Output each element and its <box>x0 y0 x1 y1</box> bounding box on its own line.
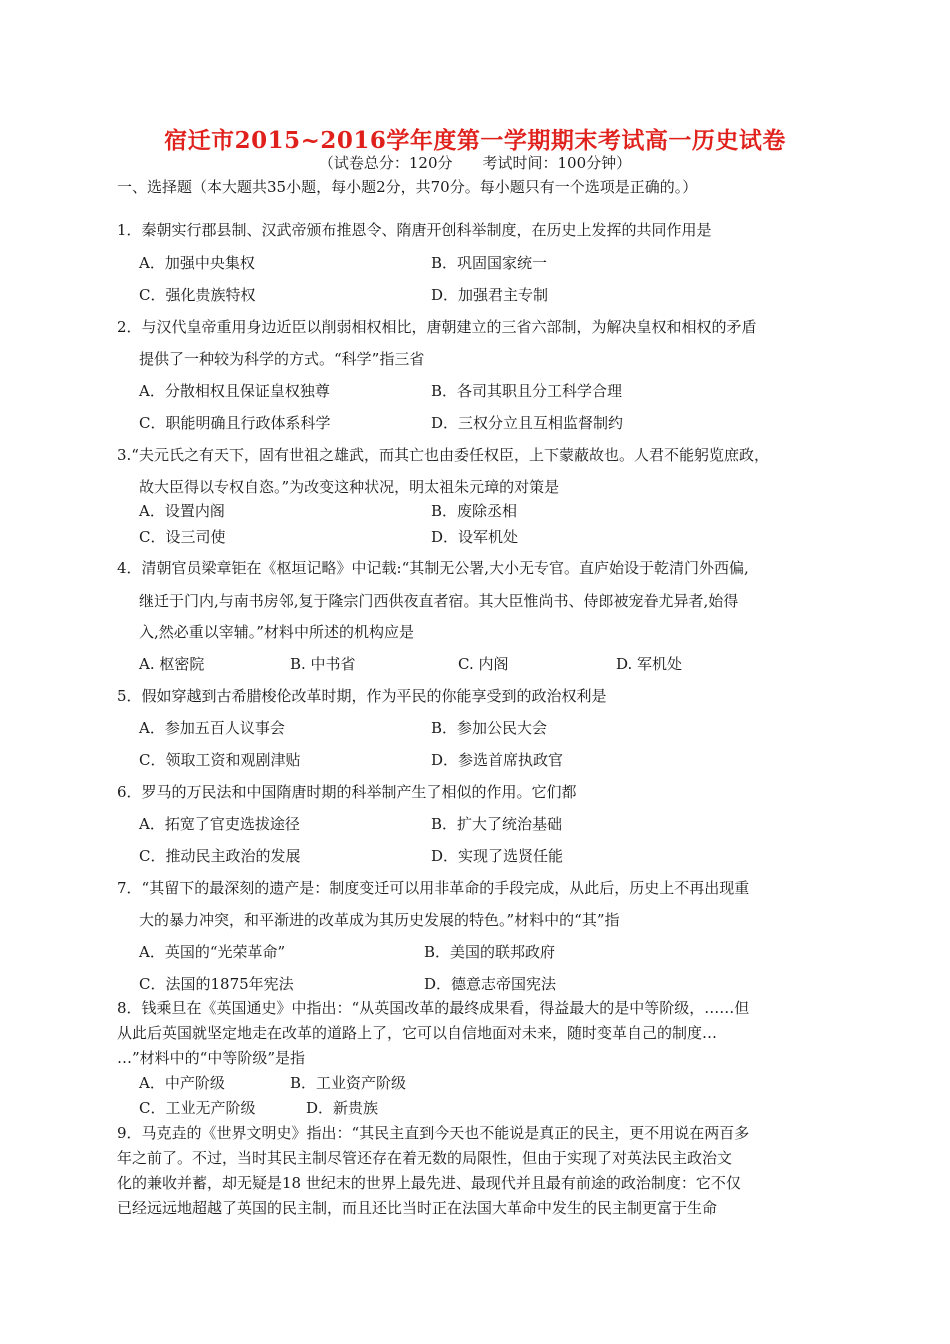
question-2-option-c: C．职能明确且行政体系科学 <box>139 414 331 432</box>
question-8-line-1: 8．钱乘旦在《英国通史》中指出：“从英国改革的最终成果看，得益最大的是中等阶级，……但 <box>117 999 750 1017</box>
question-4-option-b: B. 中书省 <box>290 655 356 673</box>
question-2-option-b: B．各司其职且分工科学合理 <box>431 382 623 400</box>
question-2-line-2: 提供了一种较为科学的方式。“科学”指三省 <box>139 350 425 368</box>
question-5-option-c: C．领取工资和观剧津贴 <box>139 751 301 769</box>
question-4-option-a: A. 枢密院 <box>139 655 205 673</box>
question-6-option-d: D．实现了选贤任能 <box>431 847 564 865</box>
question-8-option-a: A．中产阶级 <box>139 1074 225 1092</box>
question-4-option-c: C. 内阁 <box>458 655 509 673</box>
question-8-line-3: …”材料中的“中等阶级”是指 <box>117 1049 306 1067</box>
section-heading: 一、选择题（本大题共35小题，每小题2分，共70分。每小题只有一个选项是正确的。） <box>117 178 698 196</box>
question-4-line-2: 继迁于门内,与南书房邻,复于隆宗门西供夜直者宿。其大臣惟尚书、侍郎被宠眷尤异者,始得 <box>139 592 739 610</box>
question-8-option-c: C．工业无产阶级 <box>139 1099 256 1117</box>
question-9-line-3: 化的兼收并蓄，却无疑是18 世纪末的世界上最先进、最现代并且最有前途的政治制度：它不仅 <box>117 1174 741 1192</box>
question-3-option-c: C．设三司使 <box>139 528 226 546</box>
question-5-option-b: B．参加公民大会 <box>431 719 548 737</box>
question-3-option-b: B．废除丞相 <box>431 502 518 520</box>
question-6-option-b: B．扩大了统治基础 <box>431 815 563 833</box>
question-7-line-1: 7．“其留下的最深刻的遗产是：制度变迁可以用非革命的手段完成，从此后，历史上不再出现重 <box>117 879 750 897</box>
question-8-option-d: D．新贵族 <box>306 1099 379 1117</box>
question-1-option-d: D．加强君主专制 <box>431 286 549 304</box>
question-3-option-d: D．设军机处 <box>431 528 519 546</box>
exam-title: 宿迁市2015~2016学年度第一学期期末考试高一历史试卷 <box>164 127 786 154</box>
question-8-line-2: 从此后英国就坚定地走在改革的道路上了，它可以自信地面对未来，随时变革自己的制度… <box>117 1024 718 1042</box>
question-6-option-a: A．拓宽了官吏选拔途径 <box>139 815 300 833</box>
question-7-option-b: B．美国的联邦政府 <box>424 943 556 961</box>
question-1-option-a: A．加强中央集权 <box>139 254 255 272</box>
question-9-line-1: 9．马克垚的《世界文明史》指出：“其民主直到今天也不能说是真正的民主，更不用说在两百多 <box>117 1124 750 1142</box>
question-1-option-b: B．巩固国家统一 <box>431 254 548 272</box>
question-6-option-c: C．推动民主政治的发展 <box>139 847 301 865</box>
question-1-line-1: 1．秦朝实行郡县制、汉武帝颁布推恩令、隋唐开创科举制度，在历史上发挥的共同作用是 <box>117 221 712 239</box>
question-9-line-4: 已经远远地超越了英国的民主制，而且还比当时正在法国大革命中发生的民主制更富于生命 <box>117 1199 718 1217</box>
question-3-line-2: 故大臣得以专权自恣。”为改变这种状况，明太祖朱元璋的对策是 <box>139 478 560 496</box>
question-2-option-a: A．分散相权且保证皇权独尊 <box>139 382 330 400</box>
question-6-line-1: 6．罗马的万民法和中国隋唐时期的科举制产生了相似的作用。它们都 <box>117 783 577 801</box>
question-8-option-b: B．工业资产阶级 <box>290 1074 407 1092</box>
question-7-option-c: C．法国的1875年宪法 <box>139 975 294 993</box>
question-9-line-2: 年之前了。不过，当时其民主制尽管还存在着无数的局限性，但由于实现了对英法民主政治文 <box>117 1149 733 1167</box>
question-4-option-d: D. 军机处 <box>616 655 683 673</box>
question-2-option-d: D．三权分立且互相监督制约 <box>431 414 624 432</box>
question-3-option-a: A．设置内阁 <box>139 502 225 520</box>
question-5-line-1: 5．假如穿越到古希腊梭伦改革时期，作为平民的你能享受到的政治权利是 <box>117 687 607 705</box>
question-4-line-3: 入,然必重以宰辅。”材料中所述的机构应是 <box>139 623 414 641</box>
question-5-option-a: A．参加五百人议事会 <box>139 719 285 737</box>
question-7-option-a: A．英国的“光荣革命” <box>139 943 286 961</box>
question-4-line-1: 4．清朝官员梁章钜在《枢垣记略》中记载:“其制无公署,大小无专官。直庐始设于乾清门外西偏, <box>117 559 749 577</box>
question-3-line-1: 3.“夫元氏之有天下，固有世祖之雄武，而其亡也由委任权臣，上下蒙蔽故也。人君不能躬览庶政， <box>117 446 769 464</box>
question-7-line-2: 大的暴力冲突，和平渐进的改革成为其历史发展的特色。”材料中的“其”指 <box>139 911 620 929</box>
question-1-option-c: C．强化贵族特权 <box>139 286 256 304</box>
question-2-line-1: 2．与汉代皇帝重用身边近臣以削弱相权相比，唐朝建立的三省六部制，为解决皇权和相权的矛盾 <box>117 318 757 336</box>
question-5-option-d: D．参选首席执政官 <box>431 751 564 769</box>
question-7-option-d: D．德意志帝国宪法 <box>424 975 557 993</box>
exam-subtitle: （试卷总分：120分 考试时间：100分钟） <box>318 154 632 172</box>
